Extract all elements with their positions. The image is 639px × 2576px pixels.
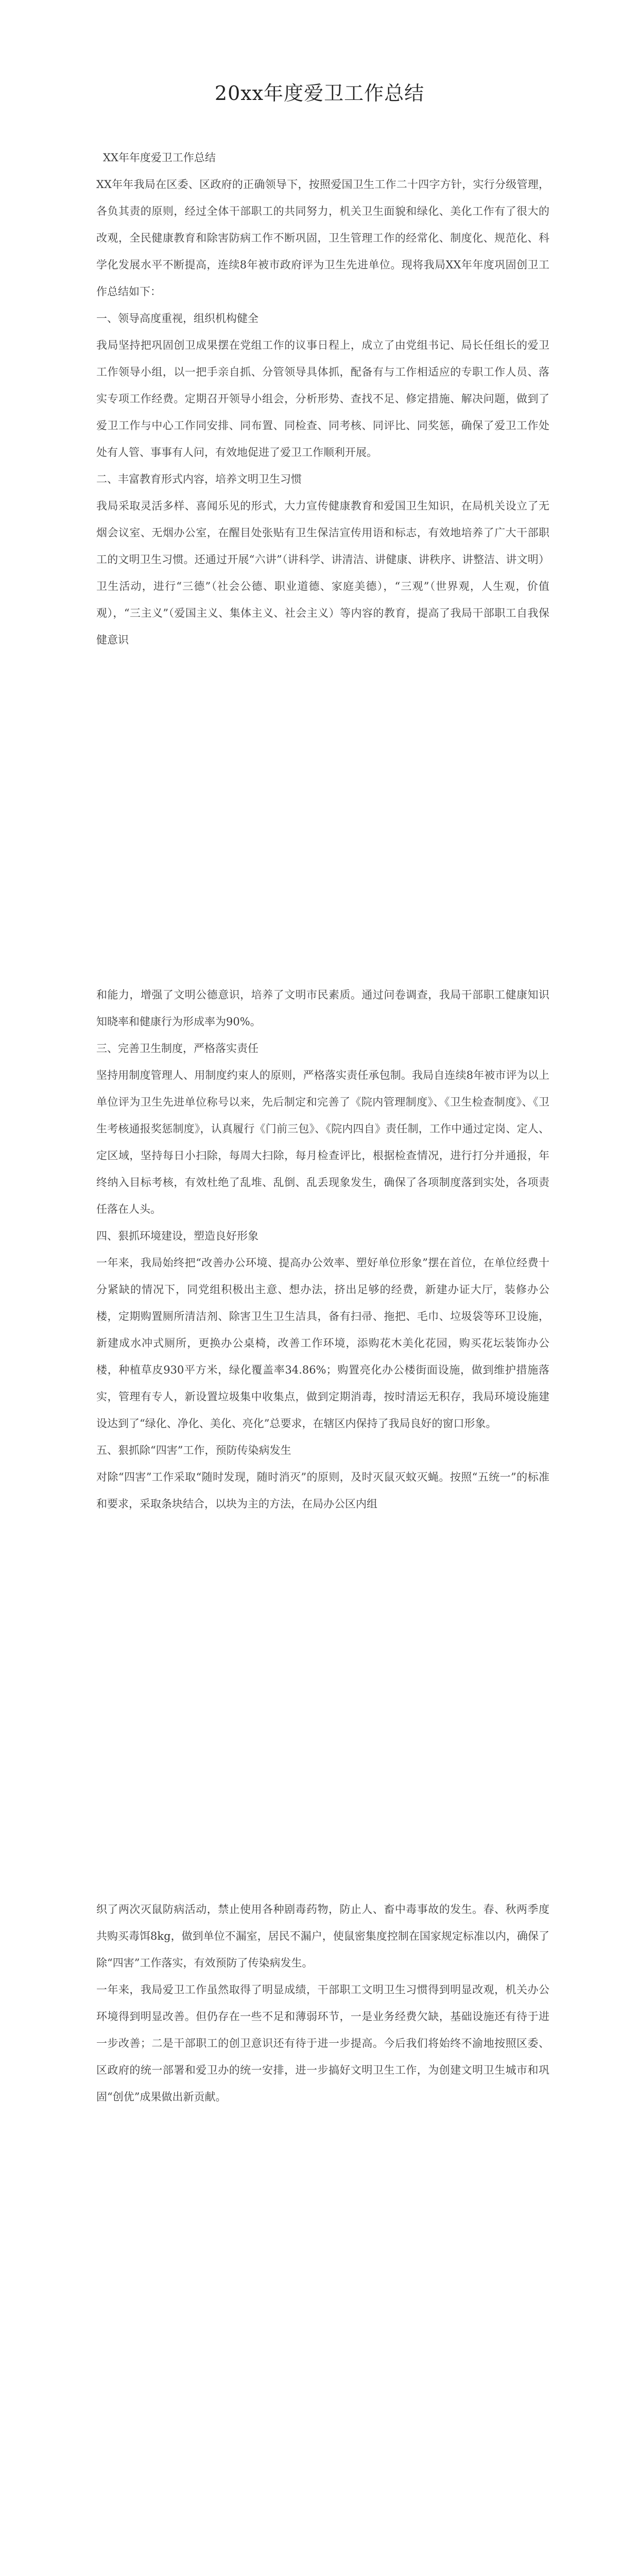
paragraph-conclusion: 一年来，我局爱卫工作虽然取得了明显成绩，干部职工文明卫生习惯得到明显改观，机关办公环境得到明显改善。但仍存在一些不足和薄弱环节，一是业务经费欠缺，基础设施还有待于进一步改善；二是干部职工的创卫意识还有待于进一步提高。今后我们将始终不渝地按照区委、区政府的统一部署和爱卫办的统一安排，进一步搞好文明卫生工作，为创建文明卫生城市和巩固“创优”成果做出新贡献。 <box>96 1984 549 2103</box>
text-block-3 <box>96 1896 549 2110</box>
section-heading-4: 四、狠抓环境建设，塑造良好形象 <box>96 1230 258 1242</box>
text-block-1 <box>96 171 549 653</box>
paragraph-section-2-continued: 和能力，增强了文明公德意识，培养了文明市民素质。通过问卷调查，我局干部职工健康知识知晓率和健康行为形成率为90%。 <box>96 989 549 1028</box>
paragraph-section-1: 我局坚持把巩固创卫成果摆在党组工作的议事日程上，成立了由党组书记、局长任组长的爱卫工作领导小组，以一把手亲自抓、分管领导具体抓，配备有与工作相适应的专职工作人员、落实专项工作经费。定期召开领导小组会，分析形势、查找不足、修定措施、解决问题，做到了爱卫工作与中心工作同安排、同布置、同检查、同考核、同评比、同奖惩，确保了爱卫工作处处有人管、事事有人问，有效地促进了爱卫工作顺利开展。 <box>96 339 549 459</box>
document-subtitle: XX年年度爱卫工作总结 <box>103 151 216 164</box>
paragraph-section-2: 我局采取灵活多样、喜闻乐见的形式，大力宣传健康教育和爱国卫生知识，在局机关设立了无烟会议室、无烟办公室，在醒目处张贴有卫生保洁宣传用语和标志，有效地培养了广大干部职工的文明卫生习惯。还通过开展“六讲”（讲科学、讲清洁、讲健康、讲秩序、讲整洁、讲文明）卫生活动，进行“三德”（社会公德、职业道德、家庭美德），“三观”（世界观，人生观，价值观），“三主义”（爱国主义、集体主义、社会主义）等内容的教育，提高了我局干部职工自我保健意识 <box>96 500 549 646</box>
section-heading-1: 一、领导高度重视，组织机构健全 <box>96 312 258 325</box>
paragraph-section-4: 一年来，我局始终把“改善办公环境、提高办公效率、塑好单位形象”摆在首位，在单位经费十分紧缺的情况下，同党组积极出主意、想办法，挤出足够的经费，新建办证大厅，装修办公楼，定期购置厕所清洁剂、除害卫生卫生洁具，备有扫帚、拖把、毛巾、垃圾袋等环卫设施，新建成水冲式厕所，更换办公桌椅，改善工作环境，添购花木美化花园，购买花坛装饰办公楼，种植草皮930平方米，绿化覆盖率34.86%；购置亮化办公楼街面设施，做到维护措施落实，管理有专人，新设置垃圾集中收集点，做到定期消毒，按时清运无积存，我局环境设施建设达到了“绿化、净化、美化、亮化”总要求，在辖区内保持了我局良好的窗口形象。 <box>96 1257 549 1430</box>
section-heading-2: 二、丰富教育形式内容，培养文明卫生习惯 <box>96 473 302 485</box>
paragraph-section-3: 坚持用制度管理人、用制度约束人的原则，严格落实责任承包制。我局自连续8年被市评为以上单位评为卫生先进单位称号以来，先后制定和完善了《院内管理制度》、《卫生检查制度》、《卫生考核通报奖惩制度》，认真履行《门前三包》、《院内四自》责任制，工作中通过定岗、定人、定区域，坚持每日小扫除，每周大扫除，每月检查评比，根据检查情况，进行打分并通报，年终纳入目标考核，有效杜绝了乱堆、乱倒、乱丢现象发生，确保了各项制度落到实处，各项责任落在人头。 <box>96 1069 549 1215</box>
section-heading-5: 五、狠抓除“四害”工作，预防传染病发生 <box>96 1444 291 1456</box>
paragraph-section-5: 对除“四害”工作采取“随时发现，随时消灭”的原则，及时灭鼠灭蚊灭蝇。按照“五统一”的标准和要求，采取条块结合，以块为主的方法，在局办公区内组 <box>96 1471 549 1510</box>
paragraph-section-5-continued: 织了两次灭鼠防病活动，禁止使用各种剧毒药物，防止人、畜中毒事故的发生。春、秋两季度共购买毒饵8kg，做到单位不漏室，居民不漏户，使鼠密集度控制在国家规定标准以内，确保了除“四害”工作落实，有效预防了传染病发生。 <box>96 1903 549 1969</box>
section-heading-3: 三、完善卫生制度，严格落实责任 <box>96 1042 258 1055</box>
paragraph-intro: XX年年我局在区委、区政府的正确领导下，按照爱国卫生工作二十四字方针，实行分级管理，各负其责的原则，经过全体干部职工的共同努力，机关卫生面貌和绿化、美化工作有了很大的改观，全民健康教育和除害防病工作不断巩固，卫生管理工作的经常化、制度化、规范化、科学化发展水平不断提高，连续8年被市政府评为卫生先进单位。现将我局XX年年度巩固创卫工作总结如下： <box>96 178 549 298</box>
document-title: 20xx年度爱卫工作总结 <box>214 82 425 105</box>
text-block-2 <box>96 981 549 1517</box>
